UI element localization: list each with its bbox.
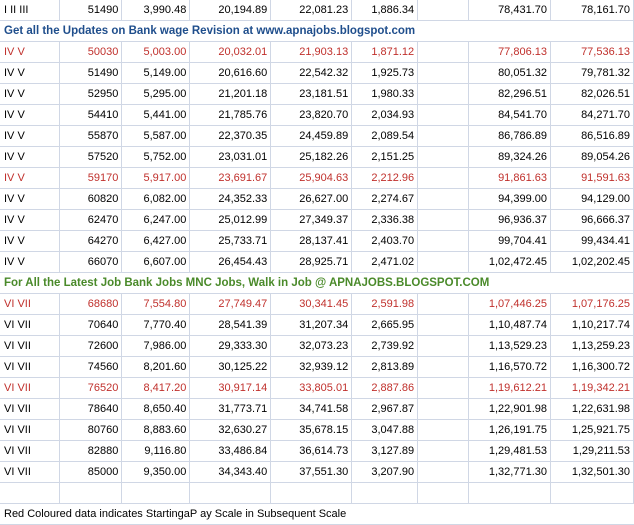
- table-row: [0, 189, 634, 210]
- value-cell[interactable]: 62470: [60, 210, 122, 231]
- value-cell[interactable]: 91,591.63: [551, 168, 634, 189]
- value-cell[interactable]: 78,161.70: [551, 0, 634, 21]
- value-cell[interactable]: 1,02,202.45: [551, 252, 634, 273]
- value-cell[interactable]: 2,591.98: [352, 294, 418, 315]
- value-cell[interactable]: [418, 315, 469, 336]
- scale-label-cell[interactable]: I II III: [0, 0, 60, 21]
- value-cell[interactable]: 21,201.18: [190, 84, 271, 105]
- value-cell[interactable]: 30,917.14: [190, 378, 271, 399]
- value-cell[interactable]: 99,434.41: [551, 231, 634, 252]
- value-cell[interactable]: [418, 210, 469, 231]
- value-cell[interactable]: 8,883.60: [122, 420, 190, 441]
- table-row: [0, 105, 634, 126]
- value-cell[interactable]: 1,871.12: [352, 42, 418, 63]
- value-cell[interactable]: 21,903.13: [271, 42, 352, 63]
- value-cell[interactable]: 80760: [60, 420, 122, 441]
- value-cell[interactable]: 1,980.33: [352, 84, 418, 105]
- value-cell[interactable]: 6,607.00: [122, 252, 190, 273]
- value-cell[interactable]: 1,32,771.30: [469, 462, 551, 483]
- value-cell[interactable]: 28,137.41: [271, 231, 352, 252]
- value-cell[interactable]: 37,551.30: [271, 462, 352, 483]
- banner-row: [0, 21, 634, 42]
- value-cell[interactable]: 27,349.37: [271, 210, 352, 231]
- value-cell[interactable]: 89,324.26: [469, 147, 551, 168]
- table-row: [0, 315, 634, 336]
- table-row: [0, 378, 634, 399]
- value-cell[interactable]: 94,399.00: [469, 189, 551, 210]
- value-cell[interactable]: 5,295.00: [122, 84, 190, 105]
- value-cell[interactable]: 1,29,481.53: [469, 441, 551, 462]
- value-cell[interactable]: 25,733.71: [190, 231, 271, 252]
- empty-cell[interactable]: [418, 483, 469, 504]
- value-cell[interactable]: [418, 42, 469, 63]
- value-cell[interactable]: 33,486.84: [190, 441, 271, 462]
- value-cell[interactable]: 5,752.00: [122, 147, 190, 168]
- value-cell[interactable]: 57520: [60, 147, 122, 168]
- value-cell[interactable]: [418, 378, 469, 399]
- value-cell[interactable]: 70640: [60, 315, 122, 336]
- value-cell[interactable]: 2,212.96: [352, 168, 418, 189]
- value-cell[interactable]: 72600: [60, 336, 122, 357]
- value-cell[interactable]: 1,22,901.98: [469, 399, 551, 420]
- scale-label-cell[interactable]: IV V: [0, 42, 60, 63]
- value-cell[interactable]: 22,370.35: [190, 126, 271, 147]
- value-cell[interactable]: [418, 147, 469, 168]
- value-cell[interactable]: [418, 63, 469, 84]
- value-cell[interactable]: 1,26,191.75: [469, 420, 551, 441]
- value-cell[interactable]: 8,650.40: [122, 399, 190, 420]
- table-row: [0, 294, 634, 315]
- value-cell[interactable]: 23,181.51: [271, 84, 352, 105]
- value-cell[interactable]: 25,904.63: [271, 168, 352, 189]
- empty-cell[interactable]: [0, 483, 60, 504]
- scale-label-cell[interactable]: IV V: [0, 231, 60, 252]
- empty-cell[interactable]: [551, 483, 634, 504]
- value-cell[interactable]: 32,939.12: [271, 357, 352, 378]
- value-cell[interactable]: 32,073.23: [271, 336, 352, 357]
- value-cell[interactable]: 5,917.00: [122, 168, 190, 189]
- scale-label-cell[interactable]: IV V: [0, 168, 60, 189]
- value-cell[interactable]: 1,886.34: [352, 0, 418, 21]
- value-cell[interactable]: 24,459.89: [271, 126, 352, 147]
- value-cell[interactable]: 96,936.37: [469, 210, 551, 231]
- scale-label-cell[interactable]: IV V: [0, 189, 60, 210]
- empty-cell[interactable]: [190, 483, 271, 504]
- value-cell[interactable]: 1,925.73: [352, 63, 418, 84]
- table-row: [0, 357, 634, 378]
- value-cell[interactable]: 20,616.60: [190, 63, 271, 84]
- value-cell[interactable]: 1,16,300.72: [551, 357, 634, 378]
- value-cell[interactable]: [418, 294, 469, 315]
- value-cell[interactable]: 84,541.70: [469, 105, 551, 126]
- empty-cell[interactable]: [60, 483, 122, 504]
- value-cell[interactable]: 2,403.70: [352, 231, 418, 252]
- value-cell[interactable]: 82880: [60, 441, 122, 462]
- value-cell[interactable]: 1,29,211.53: [551, 441, 634, 462]
- value-cell[interactable]: [418, 357, 469, 378]
- value-cell[interactable]: 3,047.88: [352, 420, 418, 441]
- value-cell[interactable]: 35,678.15: [271, 420, 352, 441]
- value-cell[interactable]: 1,10,217.74: [551, 315, 634, 336]
- value-cell[interactable]: 1,22,631.98: [551, 399, 634, 420]
- value-cell[interactable]: 86,516.89: [551, 126, 634, 147]
- value-cell[interactable]: 22,081.23: [271, 0, 352, 21]
- value-cell[interactable]: 51490: [60, 63, 122, 84]
- table-row: [0, 336, 634, 357]
- value-cell[interactable]: 79,781.32: [551, 63, 634, 84]
- value-cell[interactable]: 82,296.51: [469, 84, 551, 105]
- value-cell[interactable]: [418, 336, 469, 357]
- scale-label-cell[interactable]: VI VII: [0, 420, 60, 441]
- value-cell[interactable]: 9,350.00: [122, 462, 190, 483]
- value-cell[interactable]: 23,820.70: [271, 105, 352, 126]
- value-cell[interactable]: 31,773.71: [190, 399, 271, 420]
- value-cell[interactable]: 78640: [60, 399, 122, 420]
- value-cell[interactable]: 2,665.95: [352, 315, 418, 336]
- value-cell[interactable]: 1,19,342.21: [551, 378, 634, 399]
- value-cell[interactable]: 7,770.40: [122, 315, 190, 336]
- value-cell[interactable]: 74560: [60, 357, 122, 378]
- table-row: [0, 399, 634, 420]
- scale-label-cell[interactable]: VI VII: [0, 315, 60, 336]
- value-cell[interactable]: 1,19,612.21: [469, 378, 551, 399]
- value-cell[interactable]: 8,417.20: [122, 378, 190, 399]
- value-cell[interactable]: 29,333.30: [190, 336, 271, 357]
- scale-label-cell[interactable]: IV V: [0, 84, 60, 105]
- banner-text: Get all the Updates on Bank wage Revision at www.apnajobs.blogspot.com: [0, 21, 634, 42]
- value-cell[interactable]: 94,129.00: [551, 189, 634, 210]
- value-cell[interactable]: 2,813.89: [352, 357, 418, 378]
- value-cell[interactable]: 91,861.63: [469, 168, 551, 189]
- value-cell[interactable]: 3,990.48: [122, 0, 190, 21]
- value-cell[interactable]: 51490: [60, 0, 122, 21]
- table-row: [0, 462, 634, 483]
- table-row: [0, 420, 634, 441]
- value-cell[interactable]: [418, 168, 469, 189]
- value-cell[interactable]: 2,089.54: [352, 126, 418, 147]
- scale-label-cell[interactable]: IV V: [0, 252, 60, 273]
- value-cell[interactable]: 6,247.00: [122, 210, 190, 231]
- value-cell[interactable]: 6,082.00: [122, 189, 190, 210]
- value-cell[interactable]: 54410: [60, 105, 122, 126]
- footnote: Red Coloured data indicates StartingaP ay Scale in Subsequent Scale: [0, 504, 634, 525]
- value-cell[interactable]: 76520: [60, 378, 122, 399]
- value-cell[interactable]: [418, 189, 469, 210]
- value-cell[interactable]: 2,967.87: [352, 399, 418, 420]
- value-cell[interactable]: [418, 399, 469, 420]
- value-cell[interactable]: [418, 231, 469, 252]
- table-row: [0, 147, 634, 168]
- table-row: [0, 210, 634, 231]
- value-cell[interactable]: 86,786.89: [469, 126, 551, 147]
- value-cell[interactable]: 34,741.58: [271, 399, 352, 420]
- value-cell[interactable]: 21,785.76: [190, 105, 271, 126]
- value-cell[interactable]: 30,125.22: [190, 357, 271, 378]
- banner-text: For All the Latest Job Bank Jobs MNC Jobs, Walk in Job @ APNAJOBS.BLOGSPOT.COM: [0, 273, 634, 294]
- value-cell[interactable]: 89,054.26: [551, 147, 634, 168]
- value-cell[interactable]: 68680: [60, 294, 122, 315]
- value-cell[interactable]: 1,07,176.25: [551, 294, 634, 315]
- value-cell[interactable]: 59170: [60, 168, 122, 189]
- value-cell[interactable]: 66070: [60, 252, 122, 273]
- scale-label-cell[interactable]: IV V: [0, 105, 60, 126]
- value-cell[interactable]: 2,274.67: [352, 189, 418, 210]
- value-cell[interactable]: 28,925.71: [271, 252, 352, 273]
- scale-label-cell[interactable]: IV V: [0, 126, 60, 147]
- value-cell[interactable]: 55870: [60, 126, 122, 147]
- scale-label-cell[interactable]: VI VII: [0, 441, 60, 462]
- value-cell[interactable]: 2,471.02: [352, 252, 418, 273]
- value-cell[interactable]: 30,341.45: [271, 294, 352, 315]
- value-cell[interactable]: 8,201.60: [122, 357, 190, 378]
- scale-label-cell[interactable]: IV V: [0, 147, 60, 168]
- table-row: [0, 0, 634, 21]
- value-cell[interactable]: 52950: [60, 84, 122, 105]
- value-cell[interactable]: 23,031.01: [190, 147, 271, 168]
- value-cell[interactable]: 5,149.00: [122, 63, 190, 84]
- scale-label-cell[interactable]: IV V: [0, 210, 60, 231]
- banner-row: [0, 273, 634, 294]
- value-cell[interactable]: 32,630.27: [190, 420, 271, 441]
- value-cell[interactable]: 2,887.86: [352, 378, 418, 399]
- scale-label-cell[interactable]: VI VII: [0, 357, 60, 378]
- value-cell[interactable]: 24,352.33: [190, 189, 271, 210]
- table-row: [0, 441, 634, 462]
- value-cell[interactable]: 1,32,501.30: [551, 462, 634, 483]
- value-cell[interactable]: 2,151.25: [352, 147, 418, 168]
- value-cell[interactable]: 22,542.32: [271, 63, 352, 84]
- value-cell[interactable]: 77,806.13: [469, 42, 551, 63]
- value-cell[interactable]: 26,627.00: [271, 189, 352, 210]
- value-cell[interactable]: 78,431.70: [469, 0, 551, 21]
- note-row: [0, 504, 634, 525]
- value-cell[interactable]: 31,207.34: [271, 315, 352, 336]
- value-cell[interactable]: 80,051.32: [469, 63, 551, 84]
- value-cell[interactable]: 27,749.47: [190, 294, 271, 315]
- value-cell[interactable]: 1,13,529.23: [469, 336, 551, 357]
- value-cell[interactable]: 5,441.00: [122, 105, 190, 126]
- value-cell[interactable]: 33,805.01: [271, 378, 352, 399]
- scale-label-cell[interactable]: VI VII: [0, 462, 60, 483]
- value-cell[interactable]: [418, 0, 469, 21]
- value-cell[interactable]: 82,026.51: [551, 84, 634, 105]
- empty-cell[interactable]: [469, 483, 551, 504]
- value-cell[interactable]: 1,16,570.72: [469, 357, 551, 378]
- value-cell[interactable]: 2,739.92: [352, 336, 418, 357]
- value-cell[interactable]: 20,194.89: [190, 0, 271, 21]
- value-cell[interactable]: 7,554.80: [122, 294, 190, 315]
- scale-label-cell[interactable]: VI VII: [0, 294, 60, 315]
- table-row: [0, 126, 634, 147]
- value-cell[interactable]: 23,691.67: [190, 168, 271, 189]
- value-cell[interactable]: 77,536.13: [551, 42, 634, 63]
- scale-label-cell[interactable]: VI VII: [0, 399, 60, 420]
- value-cell[interactable]: 64270: [60, 231, 122, 252]
- value-cell[interactable]: 26,454.43: [190, 252, 271, 273]
- value-cell[interactable]: [418, 126, 469, 147]
- value-cell[interactable]: [418, 462, 469, 483]
- value-cell[interactable]: 34,343.40: [190, 462, 271, 483]
- table-row: [0, 63, 634, 84]
- value-cell[interactable]: [418, 420, 469, 441]
- table-row: [0, 231, 634, 252]
- value-cell[interactable]: 5,587.00: [122, 126, 190, 147]
- scale-label-cell[interactable]: IV V: [0, 63, 60, 84]
- value-cell[interactable]: 1,10,487.74: [469, 315, 551, 336]
- value-cell[interactable]: 5,003.00: [122, 42, 190, 63]
- value-cell[interactable]: 1,25,921.75: [551, 420, 634, 441]
- value-cell[interactable]: 60820: [60, 189, 122, 210]
- value-cell[interactable]: 96,666.37: [551, 210, 634, 231]
- value-cell[interactable]: [418, 105, 469, 126]
- value-cell[interactable]: 28,541.39: [190, 315, 271, 336]
- table-row: [0, 168, 634, 189]
- value-cell[interactable]: 2,336.38: [352, 210, 418, 231]
- value-cell[interactable]: 99,704.41: [469, 231, 551, 252]
- table-row: [0, 84, 634, 105]
- value-cell[interactable]: 1,13,259.23: [551, 336, 634, 357]
- value-cell[interactable]: [418, 441, 469, 462]
- value-cell[interactable]: 9,116.80: [122, 441, 190, 462]
- value-cell[interactable]: 7,986.00: [122, 336, 190, 357]
- table-row: [0, 42, 634, 63]
- empty-cell[interactable]: [271, 483, 352, 504]
- value-cell[interactable]: [418, 84, 469, 105]
- value-cell[interactable]: [418, 252, 469, 273]
- value-cell[interactable]: 2,034.93: [352, 105, 418, 126]
- empty-row: [0, 483, 634, 504]
- scale-label-cell[interactable]: VI VII: [0, 336, 60, 357]
- scale-label-cell[interactable]: VI VII: [0, 378, 60, 399]
- value-cell[interactable]: 36,614.73: [271, 441, 352, 462]
- value-cell[interactable]: 20,032.01: [190, 42, 271, 63]
- value-cell[interactable]: 3,207.90: [352, 462, 418, 483]
- empty-cell[interactable]: [352, 483, 418, 504]
- value-cell[interactable]: 84,271.70: [551, 105, 634, 126]
- value-cell[interactable]: 25,012.99: [190, 210, 271, 231]
- empty-cell[interactable]: [122, 483, 190, 504]
- value-cell[interactable]: 1,02,472.45: [469, 252, 551, 273]
- value-cell[interactable]: 3,127.89: [352, 441, 418, 462]
- value-cell[interactable]: 50030: [60, 42, 122, 63]
- value-cell[interactable]: 85000: [60, 462, 122, 483]
- value-cell[interactable]: 1,07,446.25: [469, 294, 551, 315]
- value-cell[interactable]: 6,427.00: [122, 231, 190, 252]
- value-cell[interactable]: 25,182.26: [271, 147, 352, 168]
- table-row: [0, 252, 634, 273]
